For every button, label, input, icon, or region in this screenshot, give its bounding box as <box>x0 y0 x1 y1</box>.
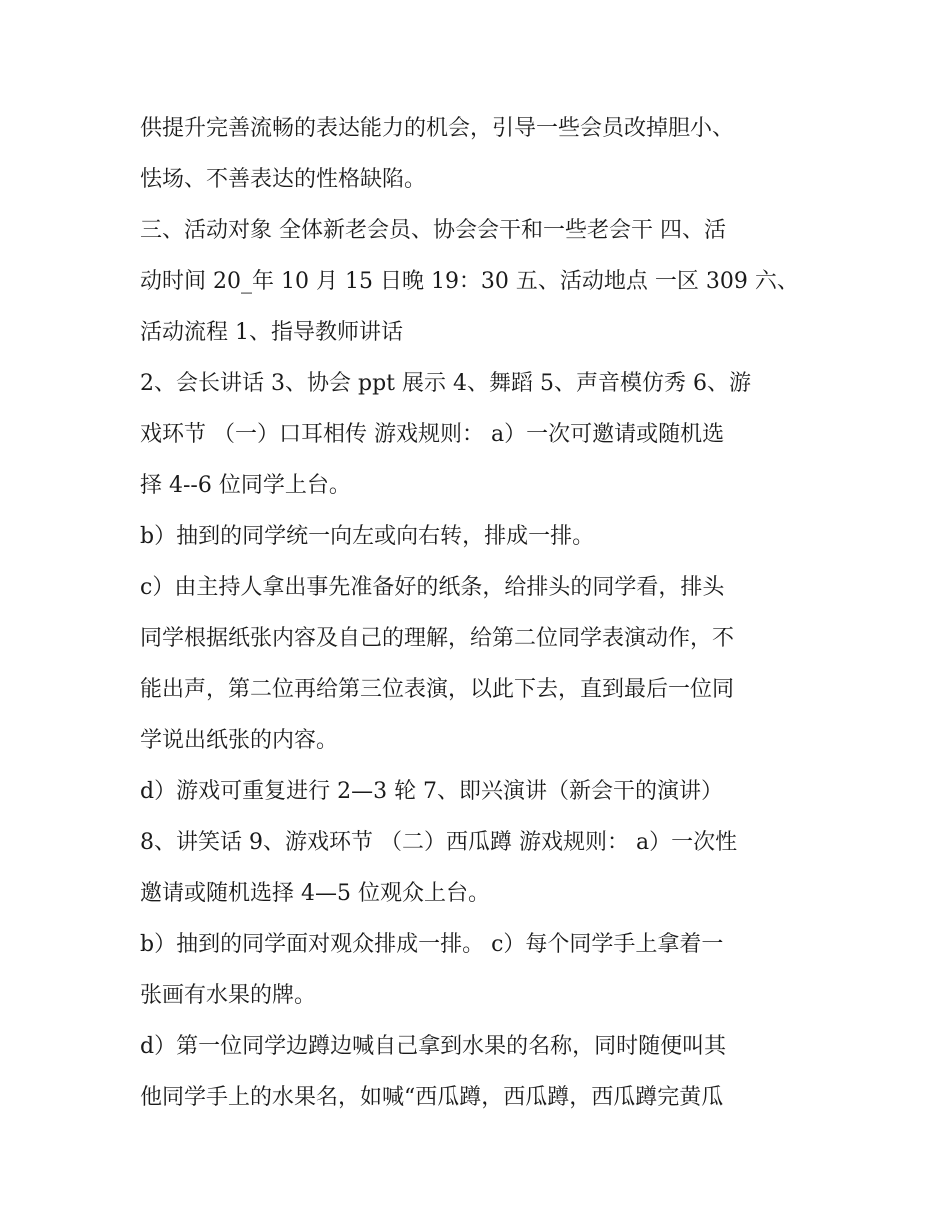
paragraph-rule-d2 <box>140 1021 820 1123</box>
text-line: 他同学手上的水果名，如喊“西瓜蹲，西瓜蹲，西瓜蹲完黄瓜 <box>140 1085 724 1110</box>
paragraph-rule-b1 <box>140 511 820 562</box>
text-line: 活动流程 1、指导教师讲话 <box>140 320 403 345</box>
text-line: b）抽到的同学统一向左或向右转，排成一排。 <box>140 524 595 549</box>
text-line: 同学根据纸张内容及自己的理解，给第二位同学表演动作，不 <box>140 626 735 651</box>
text-line: 学说出纸张的内容。 <box>140 728 339 753</box>
text-line: 能出声，第二位再给第三位表演，以此下去，直到最后一位同 <box>140 677 735 702</box>
paragraph-rule-c1 <box>140 562 820 766</box>
paragraph-program-list <box>140 358 820 511</box>
text-line: c）由主持人拿出事先准备好的纸条，给排头的同学看，排头 <box>140 575 725 600</box>
text-line: 8、讲笑话 9、游戏环节 （二）西瓜蹲 游戏规则： a）一次性 <box>140 830 738 855</box>
text-line: d）游戏可重复进行 2—3 轮 7、即兴演讲（新会干的演讲） <box>140 779 724 804</box>
text-line: b）抽到的同学面对观众排成一排。 c）每个同学手上拿着一 <box>140 932 724 957</box>
text-line: 2、会长讲话 3、协会 ppt 展示 4、舞蹈 5、声音模仿秀 6、游 <box>140 371 751 396</box>
text-line: 择 4--6 位同学上台。 <box>140 473 351 498</box>
text-line: 三、活动对象 全体新老会员、协会会干和一些老会干 四、活 <box>140 218 726 243</box>
text-line: 张画有水果的牌。 <box>140 983 317 1008</box>
paragraph-rule-b2-c2 <box>140 919 820 1021</box>
paragraph-activity-info <box>140 205 820 358</box>
paragraph-game-two <box>140 817 820 919</box>
text-line: d）第一位同学边蹲边喊自己拿到水果的名称，同时随便叫其 <box>140 1034 727 1059</box>
text-line: 邀请或随机选择 4—5 位观众上台。 <box>140 881 490 906</box>
paragraph-rule-d1 <box>140 766 820 817</box>
text-line: 动时间 20_年 10 月 15 日晚 19：30 五、活动地点 一区 309 六、 <box>140 269 799 294</box>
paragraph-intro-continuation <box>140 103 820 205</box>
text-line: 怯场、不善表达的性格缺陷。 <box>140 167 427 192</box>
document-body <box>140 103 820 1123</box>
text-line: 供提升完善流畅的表达能力的机会，引导一些会员改掉胆小、 <box>140 116 735 141</box>
text-line: 戏环节 （一）口耳相传 游戏规则： a）一次可邀请或随机选 <box>140 422 725 447</box>
